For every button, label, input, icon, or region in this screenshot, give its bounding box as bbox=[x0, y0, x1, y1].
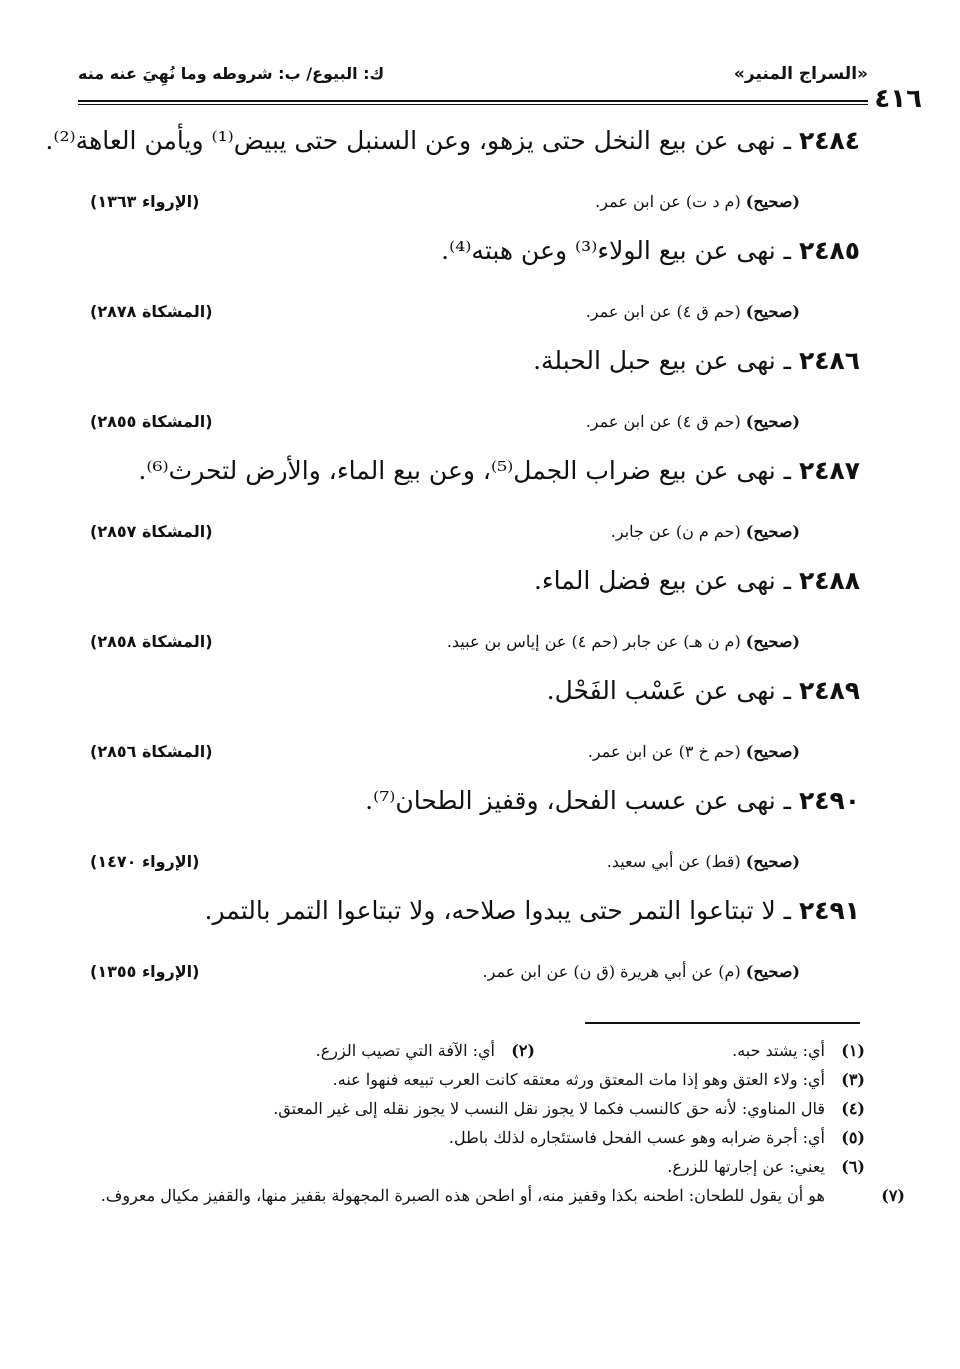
footnote-row bbox=[95, 1065, 865, 1094]
hadith-text: ٢٤٩٠ ـ نهى عن عسب الفحل، وقفيز الطحان⁽⁷⁾. bbox=[365, 786, 860, 815]
grade-line bbox=[586, 302, 800, 321]
footnote-text: يعني: عن إجارتها للزرع. bbox=[667, 1157, 825, 1176]
hadith-text: ٢٤٨٨ ـ نهى عن بيع فضل الماء. bbox=[533, 566, 860, 595]
grade: (صحيح) bbox=[745, 742, 800, 761]
hadith-number: ٢٤٨٦ bbox=[798, 346, 860, 375]
hadith-entry bbox=[90, 230, 860, 340]
hadith-text: ٢٤٨٩ ـ نهى عن عَسْب الفَحْل. bbox=[546, 676, 860, 705]
hadith-text: ٢٤٩١ ـ لا تبتاعوا التمر حتى يبدوا صلاحه، ولا تبتاعوا التمر بالتمر. bbox=[204, 896, 860, 925]
sources: (قط) عن أبي سعيد. bbox=[606, 852, 741, 871]
footnote-text: أي: يشتد حبه. bbox=[732, 1041, 825, 1060]
grade-line bbox=[588, 742, 800, 761]
hadith-number: ٢٤٨٤ bbox=[798, 126, 860, 155]
footnote-number: (٤) bbox=[841, 1099, 865, 1118]
hadith-number: ٢٤٨٥ bbox=[798, 236, 860, 265]
reference: (المشكاة ٢٨٥٦) bbox=[90, 742, 213, 761]
hadith-entry bbox=[90, 560, 860, 670]
footnote-row bbox=[95, 1152, 865, 1181]
footnote-rule bbox=[585, 1022, 860, 1024]
footnote-number: (٣) bbox=[841, 1070, 865, 1089]
sources: (حم خ ٣) عن ابن عمر. bbox=[587, 742, 741, 761]
chapter-title: ك: البيوع/ ب: شروطه وما نُهِيَ عنه منه bbox=[78, 64, 385, 83]
grade: (صحيح) bbox=[745, 412, 800, 431]
hadith-entry bbox=[90, 340, 860, 450]
hadith-body: نهى عن بيع الولاء⁽³⁾ وعن هبته⁽⁴⁾. bbox=[441, 236, 776, 265]
footnote-number: (٦) bbox=[841, 1157, 865, 1176]
reference: (الإرواء ١٣٥٥) bbox=[90, 962, 200, 981]
grade: (صحيح) bbox=[745, 302, 800, 321]
hadith-number: ٢٤٨٧ bbox=[798, 456, 860, 485]
hadith-text: ٢٤٨٤ ـ نهى عن بيع النخل حتى يزهو، وعن السنبل حتى يبيض⁽¹⁾ ويأمن العاهة⁽²⁾. bbox=[45, 126, 860, 155]
hadith-body: نهى عن بيع النخل حتى يزهو، وعن السنبل حتى يبيض⁽¹⁾ ويأمن العاهة⁽²⁾. bbox=[45, 126, 776, 155]
hadith-list bbox=[45, 120, 860, 1000]
reference: (المشكاة ٢٨٥٥) bbox=[90, 412, 213, 431]
page-number: ٤١٦ bbox=[874, 84, 922, 114]
footnote-row-1-2 bbox=[95, 1036, 865, 1065]
hadith-entry bbox=[90, 780, 860, 890]
hadith-entry bbox=[90, 890, 860, 1000]
grade: (صحيح) bbox=[745, 632, 800, 651]
reference: (المشكاة ٢٨٧٨) bbox=[90, 302, 213, 321]
hadith-body: نهى عن بيع ضراب الجمل⁽⁵⁾، وعن بيع الماء، والأرض لتحرث⁽⁶⁾. bbox=[138, 456, 776, 485]
grade: (صحيح) bbox=[745, 852, 800, 871]
footnote-text: أي: الآفة التي تصيب الزرع. bbox=[315, 1041, 495, 1060]
footnotes bbox=[95, 1036, 905, 1210]
hadith-body: نهى عن عَسْب الفَحْل. bbox=[546, 676, 776, 705]
hadith-entry bbox=[90, 670, 860, 780]
grade: (صحيح) bbox=[745, 522, 800, 541]
footnote-number: (٥) bbox=[841, 1128, 865, 1147]
header-rule bbox=[78, 100, 868, 102]
footnote-pair bbox=[316, 1036, 535, 1065]
hadith-body: نهى عن بيع حبل الحبلة. bbox=[533, 346, 776, 375]
grade-line bbox=[483, 962, 800, 981]
sources: (م) عن أبي هريرة (ق ن) عن ابن عمر. bbox=[482, 962, 741, 981]
footnote-text: أي: أجرة ضرابه وهو عسب الفحل فاستئجاره لذلك باطل. bbox=[448, 1128, 825, 1147]
sources: (حم م ن) عن جابر. bbox=[610, 522, 741, 541]
sources: (حم ق ٤) عن ابن عمر. bbox=[585, 412, 741, 431]
hadith-entry bbox=[45, 120, 860, 230]
grade-line bbox=[607, 852, 800, 871]
footnote-row bbox=[95, 1094, 865, 1123]
grade: (صحيح) bbox=[745, 962, 800, 981]
hadith-text: ٢٤٨٦ ـ نهى عن بيع حبل الحبلة. bbox=[533, 346, 860, 375]
grade-line bbox=[586, 412, 800, 431]
footnote-number: (١) bbox=[841, 1041, 865, 1060]
sources: (حم ق ٤) عن ابن عمر. bbox=[585, 302, 741, 321]
hadith-number: ٢٤٩١ bbox=[798, 896, 860, 925]
hadith-number: ٢٤٨٩ bbox=[798, 676, 860, 705]
reference: (الإرواء ١٤٧٠) bbox=[90, 852, 200, 871]
hadith-text: ٢٤٨٥ ـ نهى عن بيع الولاء⁽³⁾ وعن هبته⁽⁴⁾. bbox=[441, 236, 860, 265]
footnote-text: أي: ولاء العتق وهو إذا مات المعتق ورثه معتقه كانت العرب تبيعه فنهوا عنه. bbox=[332, 1070, 825, 1089]
header-rule-thin bbox=[78, 104, 868, 105]
reference: (الإرواء ١٣٦٣) bbox=[90, 192, 200, 211]
footnote-text: قال المناوي: لأنه حق كالنسب فكما لا يجوز نقل النسب لا يجوز نقله إلى غير المعتق. bbox=[273, 1099, 825, 1118]
hadith-number: ٢٤٨٨ bbox=[798, 566, 860, 595]
hadith-text: ٢٤٨٧ ـ نهى عن بيع ضراب الجمل⁽⁵⁾، وعن بيع الماء، والأرض لتحرث⁽⁶⁾. bbox=[138, 456, 860, 485]
hadith-body: نهى عن بيع فضل الماء. bbox=[533, 566, 776, 595]
book-title: «السراج المنير» bbox=[733, 64, 868, 84]
footnote-number: (٢) bbox=[511, 1041, 535, 1060]
sources: (م ن هـ) عن جابر (حم ٤) عن إياس بن عبيد. bbox=[446, 632, 741, 651]
grade-line bbox=[447, 632, 800, 651]
footnote-number: (٧) bbox=[881, 1186, 905, 1205]
sources: (م د ت) عن ابن عمر. bbox=[595, 192, 741, 211]
hadith-body: لا تبتاعوا التمر حتى يبدوا صلاحه، ولا تبتاعوا التمر بالتمر. bbox=[204, 896, 776, 925]
reference: (المشكاة ٢٨٥٨) bbox=[90, 632, 213, 651]
hadith-body: نهى عن عسب الفحل، وقفيز الطحان⁽⁷⁾. bbox=[365, 786, 776, 815]
reference: (المشكاة ٢٨٥٧) bbox=[90, 522, 213, 541]
footnote-text: هو أن يقول للطحان: اطحنه بكذا وقفيز منه، أو اطحن هذه الصبرة المجهولة بقفيز منها، والقفيز مكيال معروف. bbox=[100, 1186, 825, 1205]
running-header bbox=[78, 58, 868, 96]
footnote-row bbox=[95, 1123, 865, 1152]
grade-line bbox=[595, 192, 800, 211]
grade: (صحيح) bbox=[745, 192, 800, 211]
grade-line bbox=[611, 522, 800, 541]
hadith-number: ٢٤٩٠ bbox=[798, 786, 860, 815]
hadith-entry bbox=[90, 450, 860, 560]
footnote-row bbox=[95, 1181, 905, 1210]
